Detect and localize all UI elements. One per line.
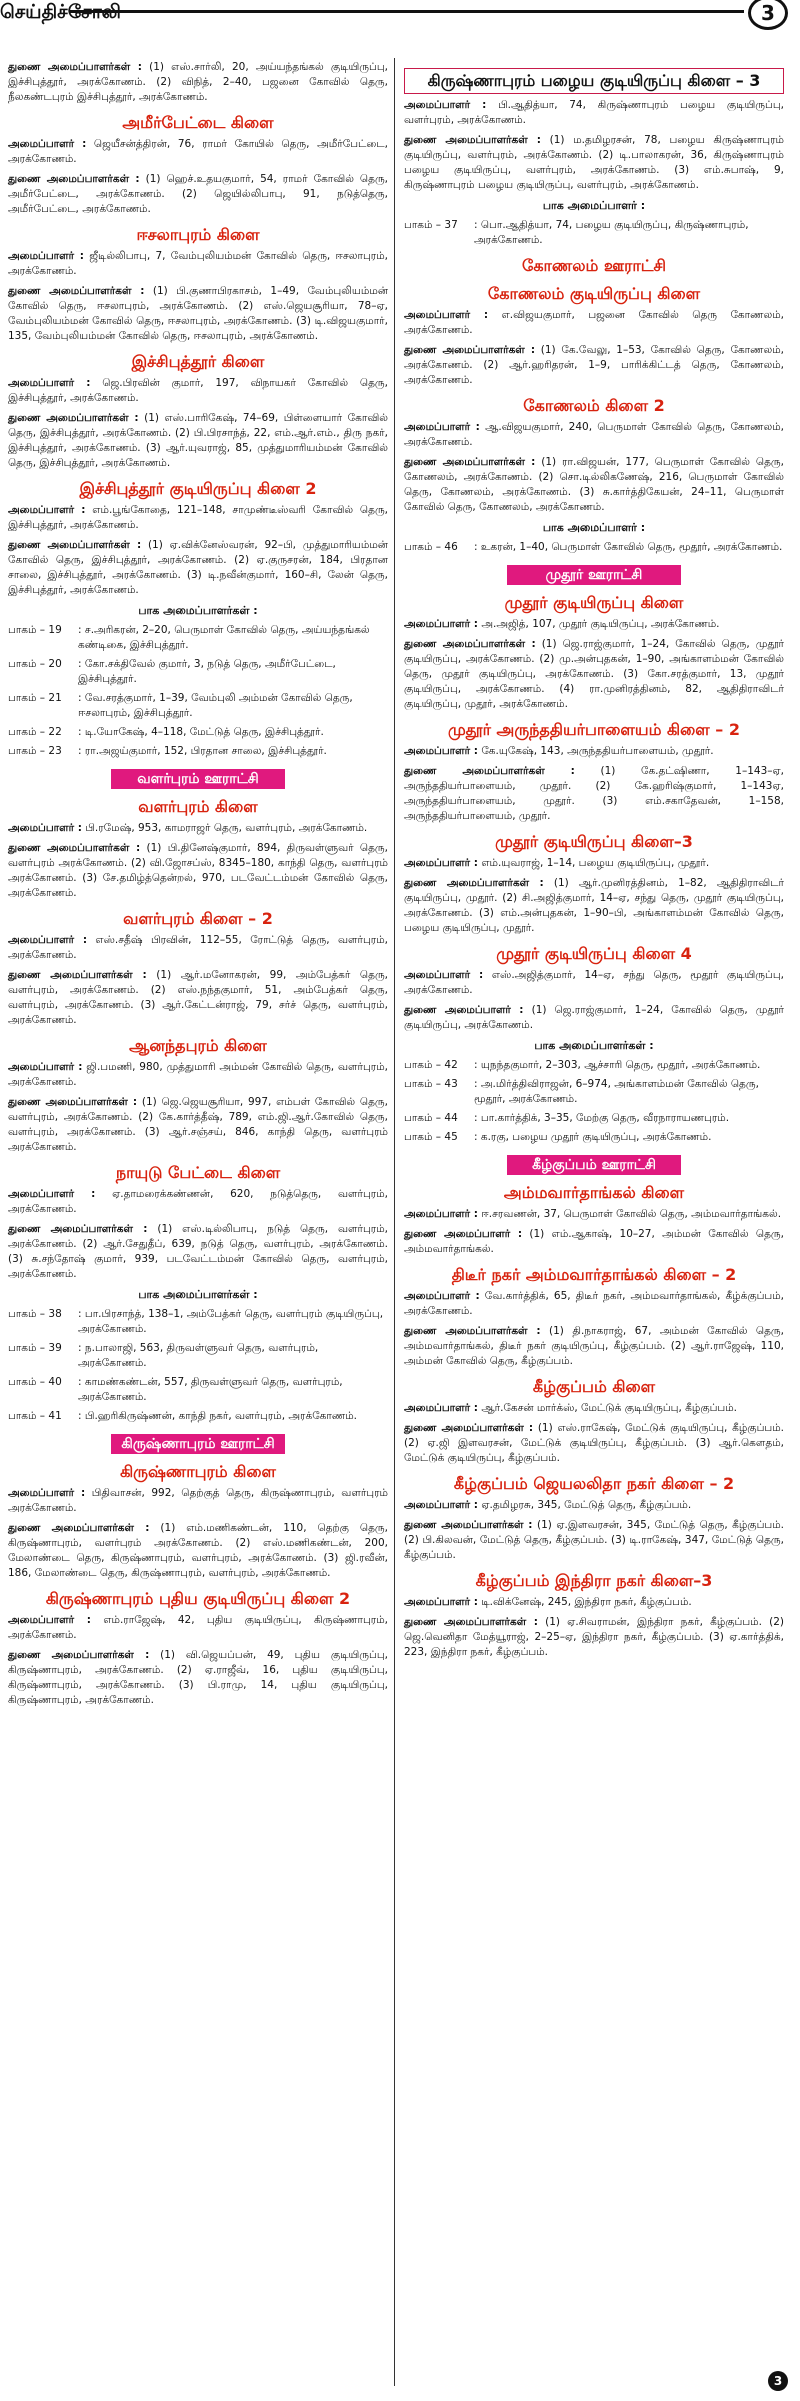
part-number: பாகம் – 40	[8, 1376, 62, 1388]
organizer-entry	[404, 1289, 784, 1319]
section-heading: முதூர் குடியிருப்பு கிளை–3	[495, 832, 693, 851]
organizer-entry	[404, 1324, 784, 1369]
organizer-entry	[404, 1498, 784, 1513]
section-heading: முதூர் அருந்ததியர்பாளையம் கிளை – 2	[447, 720, 740, 739]
organizer-entry	[404, 856, 784, 871]
part-organizer-row	[8, 657, 388, 687]
organizer-entry	[404, 455, 784, 515]
section-heading: அமீர்பேட்டை கிளை	[122, 113, 274, 132]
section-heading: இச்சிபுத்தூர் குடியிருப்பு கிளை 2	[79, 479, 317, 498]
column-divider	[394, 58, 395, 2386]
organizer-entry	[8, 60, 388, 105]
part-organizer-text: : க.ரகு, பழைய முதூர் குடியிருப்பு, அரக்கோணம்.	[474, 1131, 712, 1143]
entry-label: துணை அமைப்பாளர்கள் :	[404, 344, 536, 356]
part-organizer-row	[8, 744, 388, 759]
panchayat-band: முதூர் ஊராட்சி	[507, 565, 681, 585]
entry-label: அமைப்பாளர் :	[8, 1614, 91, 1626]
part-number: பாகம் – 45	[404, 1131, 458, 1143]
entry-text: (1) ஹெச்.உதயகுமார், 54, ராமர் கோவில் தெரு, அமீர்பேட்டை, அரக்கோணம். (2) ஜெயில்லிபாபு, 91, நடுத்தெரு, அமீர்பேட்டை, அரக்கோணம்.	[8, 173, 389, 215]
part-organizer-row	[404, 1077, 784, 1107]
entry-text: அ.அஜித், 107, முதூர் குடியிருப்பு, அரக்கோணம்.	[481, 618, 720, 630]
entry-text: கே.யுகேஷ், 143, அருந்ததியர்பாளையம், முதூர்.	[481, 745, 714, 757]
entry-label: துணை அமைப்பாளர் :	[404, 1004, 524, 1016]
entry-text: (1) எம்.மணிகண்டன், 110, தெற்கு தெரு, கிருஷ்ணாபுரம், வளர்புரம் அரக்கோணம். (2) எஸ்.மணிகண்டன், 200, மேலாண்டை தெரு, கிருஷ்ணாபுரம், வளர்புரம், அரக்கோணம். (3) ஜி.ரவீன், 186, மேலாண்டை தெரு, கிருஷ்ணாபுரம், வளர்புரம், அரக்கோணம்.	[8, 1522, 388, 1579]
part-organizer-text: : பி.ஹரிகிருஷ்ணன், காந்தி நகர், வளர்புரம், அரக்கோணம்.	[78, 1410, 357, 1422]
part-organizer-row	[8, 623, 388, 653]
entry-label: அமைப்பாளர் :	[8, 250, 84, 262]
entry-text: வே.கார்த்திக், 65, திடீர் நகர், அம்மவார்தாங்கல், கீழ்க்குப்பம், அரக்கோணம்.	[404, 1290, 785, 1317]
organizer-entry	[404, 98, 784, 128]
entry-text: (1) ஜெ.ராஜ்குமார், 1–24, கோவில் தெரு, முதூர் குடியிருப்பு, அரக்கோணம்.	[404, 1004, 785, 1031]
entry-label: அமைப்பாளர் :	[8, 1487, 86, 1499]
entry-label: அமைப்பாளர் :	[8, 138, 87, 150]
panchayat-band: கீழ்குப்பம் ஊராட்சி	[507, 1155, 681, 1175]
entry-label: துணை அமைப்பாளர்கள் :	[404, 765, 575, 777]
entry-text: (1) பி.குணாபிரகாசம், 1–49, வேம்புலியம்மன் கோவில் தெரு, ஈசலாபுரம், அரக்கோணம். (2) எஸ்.ஜெயசூரியா, 78–ஏ, வேம்புலியம்மன் கோவில் தெரு, ஈசலாபுரம், அரக்கோணம். (3) டி.விஜயகுமார், 135, வேம்புலியம்மன் கோவில் தெரு, ஈசலாபுரம், அரக்கோணம்.	[8, 285, 388, 342]
organizer-entry	[8, 172, 388, 217]
part-number: பாகம் – 41	[8, 1410, 62, 1422]
entry-text: (1) கே.வேலு, 1–53, கோவில் தெரு, கோணலம், அரக்கோணம். (2) ஆர்.ஹரிதரன், 1–9, பாரிக்கிட்டத் தெரு, கோணலம், அரக்கோணம்.	[404, 344, 785, 386]
part-number: பாகம் – 38	[8, 1308, 62, 1320]
entry-text: (1) ரா.விஜயன், 177, பெருமாள் கோவில் தெரு, கோணலம், அரக்கோணம். (2) சொ.டில்லிகணேஷ், 216, பெருமாள் கோவில் தெரு, கோணலம், அரக்கோணம். (3) சு.கார்த்திகேயன், 24–11, பெருமாள் கோவில் தெரு, கோணலம், அரக்கோணம்.	[404, 456, 784, 513]
part-organizers-heading: பாக அமைப்பாளர்கள் :	[138, 1288, 258, 1301]
part-organizer-text: : உகரன், 1–40, பெருமாள் கோவில் தெரு, மூதூர், அரக்கோணம்.	[474, 541, 783, 553]
entry-label: துணை அமைப்பாளர்கள் :	[8, 285, 145, 297]
panchayat-band: கிருஷ்ணாபுரம் ஊராட்சி	[111, 1434, 285, 1454]
part-organizer-row	[8, 725, 388, 740]
entry-text: எ.விஜயகுமார், பஜனை கோவில் தெரு கோணலம், அரக்கோணம்.	[404, 309, 784, 336]
entry-label: துணை அமைப்பாளர்கள் :	[8, 1096, 138, 1108]
header-rule	[70, 10, 744, 13]
section-heading: அம்மவார்தாங்கல் கிளை	[503, 1183, 685, 1202]
part-organizer-text: : பொ.ஆதித்யா, 74, பழைய குடியிருப்பு, கிருஷ்ணாபுரம், அரக்கோணம்.	[474, 219, 749, 246]
part-organizer-row	[8, 1375, 388, 1405]
entry-label: அமைப்பாளர் :	[404, 1208, 478, 1220]
organizer-entry	[8, 821, 388, 836]
entry-label: அமைப்பாளர் :	[404, 857, 478, 869]
part-number: பாகம் – 43	[404, 1078, 458, 1090]
organizer-entry	[8, 1187, 388, 1217]
section-heading: திடீர் நகர் அம்மவார்தாங்கல் கிளை – 2	[451, 1265, 737, 1284]
part-organizer-row	[404, 1130, 784, 1145]
organizer-entry	[404, 343, 784, 388]
entry-label: துணை அமைப்பாளர்கள் :	[404, 1422, 534, 1434]
entry-label: துணை அமைப்பாளர்கள் :	[8, 412, 139, 424]
page-header	[0, 0, 800, 28]
section-heading: ஈசலாபுரம் கிளை	[136, 225, 260, 244]
entry-text: (1) ஆர்.முனிரத்தினம், 1–82, ஆதிதிராவிடர் குடியிருப்பு, முதூர். (2) சி.அஜித்குமார், 14–ஏ, சந்து தெரு, முதூர் குடியிருப்பு, அரக்கோணம். (3) எம்.அன்புதகன், 1–90–பி, அங்காளம்மன் கோவில் தெரு, பழைய குடியிருப்பு, முதூர்.	[404, 877, 785, 934]
part-number: பாகம் – 37	[404, 219, 458, 231]
part-organizer-text: : பா.பிரசாந்த், 138–1, அம்பேத்கர் தெரு, வளர்புரம் குடியிருப்பு, அரக்கோணம்.	[78, 1308, 384, 1335]
part-organizers-heading: பாக அமைப்பாளர்கள் :	[138, 604, 258, 617]
entry-label: துணை அமைப்பாளர்கள் :	[8, 1522, 150, 1534]
entry-text: (1) எஸ்.சார்லி, 20, அய்யந்தங்கல் குடியிருப்பு, இச்சிபுத்தூர், அரக்கோணம். (2) விநித், 2–40, பஜனை கோவில் தெரு, நீலகண்டபுரம் இச்சிபுத்தூர், அரக்கோணம்.	[8, 61, 389, 103]
section-heading: முதூர் குடியிருப்பு கிளை 4	[496, 944, 692, 963]
organizer-entry	[8, 1060, 388, 1090]
entry-text: பிதிவாசன், 992, தெற்குத் தெரு, கிருஷ்ணாபுரம், வளர்புரம் அரக்கோணம்.	[8, 1487, 388, 1514]
entry-text: டி.விக்னேஷ், 245, இந்திரா நகர், கீழ்குப்பம்.	[481, 1596, 692, 1608]
organizer-entry	[8, 503, 388, 533]
part-organizers-heading: பாக அமைப்பாளர் :	[542, 199, 646, 212]
part-number: பாகம் – 44	[404, 1112, 458, 1124]
entry-text: ஜி.பமணி, 980, முத்துமாரி அம்மன் கோவில் தெரு, வளர்புரம், அரக்கோணம்.	[8, 1061, 388, 1088]
entry-text: (1) ம.தமிழரசன், 78, பழைய கிருஷ்ணாபுரம் குடியிருப்பு, வளர்புரம், அரக்கோணம். (2) டி.பாலாகரன், 36, கிருஷ்ணாபுரம் பழைய குடியிருப்பு, வளர்புரம், அரக்கோணம். (3) எம்.சுபாஷ், 9, கிருஷ்ணாபுரம் பழைய குடியிருப்பு, வளர்புரம், அரக்கோணம்.	[404, 134, 784, 191]
part-number: பாகம் – 22	[8, 726, 62, 738]
entry-text: (1) எம்.ஆகாஷ், 10–27, அம்மன் கோவில் தெரு, அம்மவார்தாங்கல்.	[404, 1228, 784, 1255]
organizer-entry	[8, 284, 388, 344]
organizer-entry	[404, 617, 784, 632]
entry-label: அமைப்பாளர் :	[404, 969, 484, 981]
entry-label: துணை அமைப்பாளர்கள் :	[404, 1325, 541, 1337]
part-number: பாகம் – 23	[8, 745, 62, 757]
section-heading: கீழ்குப்பம் இந்திரா நகர் கிளை–3	[475, 1571, 713, 1590]
section-heading: நாயுடு பேட்டை கிளை	[115, 1163, 281, 1182]
part-organizer-text: : ரா.அஜய்குமார், 152, பிரதான சாலை, இச்சிபுத்தூர்.	[78, 745, 327, 757]
panchayat-band: வளர்புரம் ஊராட்சி	[111, 769, 285, 789]
part-number: பாகம் – 21	[8, 692, 62, 704]
part-organizer-text: : யுநந்தகுமார், 2–303, ஆச்சாரி தெரு, மூதூர், அரக்கோணம்.	[474, 1059, 761, 1071]
entry-label: அமைப்பாளர் :	[404, 1402, 478, 1414]
part-number: பாகம் – 39	[8, 1342, 62, 1354]
entry-text: (1) கே.தட்ஷிணா, 1–143–ஏ, அருந்ததியர்பாளையம், முதூர். (2) கே.ஹரிஷ்குமார், 1–143ஏ, அருந்ததியர்பாளையம், முதூர். (3) எம்.சகாதேவன், 1–158, அருந்ததியர்பாளையம், முதூர்.	[404, 765, 785, 822]
entry-text: (1) பி.தினேஷ்குமார், 894, திருவள்ளுவர் தெரு, வளர்புரம் அரக்கோணம். (2) வி.ஜோசப்ஸ், 8345–180, காந்தி தெரு, வளர்புரம் அரக்கோணம். (3) சே.தமிழ்த்தென்றல், 970, படவேட்டம்மன் கோவில் தெரு, அரக்கோணம்.	[8, 842, 389, 899]
section-heading: கோணலம் ஊராட்சி	[521, 256, 667, 275]
part-organizer-text: : ச.அரிகரன், 2–20, பெருமாள் கோவில் தெரு, அய்யந்தங்கல் கண்டிகை, இச்சிபுத்தூர்.	[78, 624, 370, 651]
part-organizer-text: : டி.யோகேஷ், 4–118, மேட்டுத் தெரு, இச்சிபுத்தூர்.	[78, 726, 324, 738]
entry-label: துணை அமைப்பாளர்கள் :	[404, 456, 536, 468]
part-number: பாகம் – 46	[404, 541, 458, 553]
part-organizer-row	[404, 1111, 784, 1126]
entry-label: அமைப்பாளர் :	[8, 822, 82, 834]
entry-text: (1) ஜெ.ஜெயசூரியா, 997, எம்பள் கோவில் தெரு, வளர்புரம், அரக்கோணம். (2) கே.கார்த்தீஷ், 789, எம்.ஜி.ஆர்.கோவில் தெரு, வளர்புரம், அரக்கோணம். (3) ஆர்.சஞ்சய், 846, காந்தி தெரு, வளர்புரம் அரக்கோணம்.	[8, 1096, 389, 1153]
organizer-entry	[8, 1613, 388, 1643]
section-heading: வளர்புரம் கிளை	[138, 797, 258, 816]
entry-text: ஆர்.கேசன் மார்க்ஸ், மேட்டுக் குடியிருப்பு, கீழ்குப்பம்.	[481, 1402, 737, 1414]
part-organizer-row	[404, 218, 784, 248]
part-organizer-text: : அ.மிர்த்திவிராஜன், 6–974, அங்காளம்மன் கோவில் தெரு, மூதூர், அரக்கோணம்.	[474, 1078, 759, 1105]
organizer-entry	[8, 841, 388, 901]
organizer-entry	[8, 1222, 388, 1282]
entry-text: எம்.பூங்கோதை, 121–148, சாமுண்டீஸ்வரி கோவில் தெரு, இச்சிபுத்தூர், அரக்கோணம்.	[8, 504, 389, 531]
entry-label: அமைப்பாளர் :	[404, 1499, 478, 1511]
entry-text: (1) ஏ.விக்னேஸ்வரன், 92–பி, முத்துமாரியம்மன் கோவில் தெரு, இச்சிபுத்தூர், அரக்கோணம். (2) ஏ.குருசரன், 184, பிரதான சாலை, இச்சிபுத்தூர், அரக்கோணம். (3) டி.நவீன்குமார், 160–சி, லேன் தெரு, இச்சிபுத்தூர், அரக்கோணம்.	[8, 539, 388, 596]
organizer-entry	[8, 538, 388, 598]
part-organizer-text: : பா.கார்த்திக், 3–35, மேற்கு தெரு, வீரநாராயணபுரம்.	[474, 1112, 730, 1124]
entry-label: துணை அமைப்பாளர்கள் :	[404, 877, 544, 889]
entry-label: துணை அமைப்பாளர்கள் :	[8, 1649, 150, 1661]
entry-label: துணை அமைப்பாளர்கள் :	[8, 539, 142, 551]
organizer-entry	[404, 764, 784, 824]
entry-text: பி.ஆதித்யா, 74, கிருஷ்ணாபுரம் பழைய குடியிருப்பு, வளர்புரம், அரக்கோணம்.	[404, 99, 784, 126]
section-heading: ஆனந்தபுரம் கிளை	[129, 1036, 267, 1055]
entry-label: துணை அமைப்பாளர்கள் :	[8, 1223, 148, 1235]
part-number: பாகம் – 42	[404, 1059, 458, 1071]
entry-text: ஜெயீசன்த்திரன், 76, ராமர் கோயில் தெரு, அமீர்பேட்டை, அரக்கோணம்.	[8, 138, 389, 165]
organizer-entry	[404, 637, 784, 712]
entry-label: அமைப்பாளர் :	[404, 1596, 478, 1608]
organizer-entry	[404, 744, 784, 759]
part-organizer-row	[404, 540, 784, 555]
part-organizers-heading: பாக அமைப்பாளர்கள் :	[534, 1039, 654, 1052]
entry-text: ஜீடில்லிபாபு, 7, வேம்புலியம்மன் கோவில் தெரு, ஈசலாபுரம், அரக்கோணம்.	[8, 250, 388, 277]
section-heading: முதூர் குடியிருப்பு கிளை	[504, 593, 684, 612]
part-number: பாகம் – 19	[8, 624, 62, 636]
organizer-entry	[8, 249, 388, 279]
entry-text: எம்.யுவராஜ், 1–14, பழைய குடியிருப்பு, முதூர்.	[481, 857, 710, 869]
organizer-entry	[404, 1615, 784, 1660]
entry-label: அமைப்பாளர் :	[8, 1188, 96, 1200]
organizer-entry	[404, 1421, 784, 1466]
entry-label: அமைப்பாளர் :	[8, 377, 91, 389]
organizer-entry	[8, 376, 388, 406]
organizer-entry	[404, 1207, 784, 1222]
entry-label: அமைப்பாளர் :	[404, 99, 487, 111]
part-number: பாகம் – 20	[8, 658, 62, 670]
entry-text: (1) எஸ்.டில்லிபாபு, நடுத் தெரு, வளர்புரம், அரக்கோணம். (2) ஆர்.சேதுதீப், 639, நடுத் தெரு, வளர்புரம், அரக்கோணம். (3) சு.சந்தோஷ் குமார், 939, படவேட்டம்மன் கோவில் தெரு, வளர்புரம், அரக்கோணம்.	[8, 1223, 388, 1280]
part-organizer-row	[8, 691, 388, 721]
organizer-entry	[8, 411, 388, 471]
organizer-entry	[8, 1648, 388, 1708]
entry-text: எம்.ராஜேஷ், 42, புதிய குடியிருப்பு, கிருஷ்ணாபுரம், அரக்கோணம்.	[8, 1614, 389, 1641]
footer-page-number: 3	[768, 2371, 788, 2391]
section-heading: கீழ்குப்பம் கிளை	[532, 1377, 656, 1396]
organizer-entry	[8, 968, 388, 1028]
organizer-entry	[404, 1595, 784, 1610]
organizer-entry	[8, 1486, 388, 1516]
entry-label: துணை அமைப்பாளர்கள் :	[8, 61, 142, 73]
section-heading: கோணலம் கிளை 2	[523, 396, 665, 415]
entry-text: ஆ.விஜயகுமார், 240, பெருமாள் கோவில் தெரு, கோணலம், அரக்கோணம்.	[404, 421, 785, 448]
entry-label: துணை அமைப்பாளர்கள் :	[404, 134, 541, 146]
masthead-title: செய்திச்சோலி	[0, 1, 121, 23]
entry-text: ஏ.தாமரைக்கண்ணன், 620, நடுத்தெரு, வளர்புரம், அரக்கோணம்.	[8, 1188, 389, 1215]
entry-label: துணை அமைப்பாளர்கள் :	[8, 842, 141, 854]
part-organizer-text: : காமண்கண்டன், 557, திருவள்ளுவர் தெரு, வளர்புரம், அரக்கோணம்.	[78, 1376, 343, 1403]
entry-text: ஈ.சரவணன், 37, பெருமாள் கோவில் தெரு, அம்மவார்தாங்கல்.	[481, 1208, 782, 1220]
organizer-entry	[404, 420, 784, 450]
entry-label: துணை அமைப்பாளர் :	[404, 1228, 523, 1240]
entry-text: (1) ஏ.இளவரசன், 345, மேட்டுத் தெரு, கீழ்குப்பம். (2) பி.கிலவன், மேட்டுத் தெரு, கீழ்குப்பம். (3) டி.ராகேஷ், 347, மேட்டுத் தெரு, கீழ்குப்பம்.	[404, 1519, 784, 1561]
organizer-entry	[404, 1518, 784, 1563]
entry-label: அமைப்பாளர் :	[404, 745, 478, 757]
entry-label: அமைப்பாளர் :	[8, 934, 88, 946]
entry-label: துணை அமைப்பாளர்கள் :	[8, 969, 147, 981]
section-heading: கீழ்குப்பம் ஜெயலலிதா நகர் கிளை – 2	[453, 1474, 735, 1493]
organizer-entry	[404, 1227, 784, 1257]
part-organizer-text: : வே.சரத்குமார், 1–39, வேம்புலி அம்மன் கோவில் தெரு, ஈசலாபுரம், இச்சிபுத்தூர்.	[78, 692, 353, 719]
entry-text: எஸ்.சதீஷ் பிரவின், 112–55, ரோட்டுத் தெரு, வளர்புரம், அரக்கோணம்.	[8, 934, 388, 961]
entry-label: அமைப்பாளர் :	[404, 1290, 480, 1302]
entry-text: (1) எஸ்.பாரிகேஷ், 74–69, பிள்ளையார் கோவில் தெரு, இச்சிபுத்தூர், அரக்கோணம். (2) பி.பிரசாந்த், 22, எம்.ஆர்.எம்., திரு நகர், இச்சிபுத்தூர், அரக்கோணம். (3) ஆர்.யுவராஜ், 85, முத்துமாரியம்மன் கோவில் தெரு, இச்சிபுத்தூர், அரக்கோணம்.	[8, 412, 388, 469]
organizer-entry	[8, 1521, 388, 1581]
part-organizer-row	[8, 1409, 388, 1424]
entry-label: அமைப்பாளர் :	[404, 618, 478, 630]
organizer-entry	[404, 1401, 784, 1416]
entry-text: (1) வி.ஜெயப்பன், 49, புதிய குடியிருப்பு, கிருஷ்ணாபுரம், அரக்கோணம். (2) ஏ.ராஜீவ், 16, புதிய குடியிருப்பு, கிருஷ்ணாபுரம், அரக்கோணம். (3) பி.ராமு, 14, புதிய குடியிருப்பு, கிருஷ்ணாபுரம், அரக்கோணம்.	[8, 1649, 388, 1706]
part-organizer-text: : ந.பாலாஜி, 563, திருவள்ளுவர் தெரு, வளர்புரம், அரக்கோணம்.	[78, 1342, 319, 1369]
organizer-entry	[8, 1095, 388, 1155]
section-heading: கோணலம் குடியிருப்பு கிளை	[487, 284, 701, 303]
organizer-entry	[404, 1003, 784, 1033]
section-heading: வளர்புரம் கிளை – 2	[123, 909, 273, 928]
section-heading: கிருஷ்ணாபுரம் புதிய குடியிருப்பு கிளை 2	[45, 1589, 351, 1608]
left-column	[8, 60, 388, 1713]
part-organizer-row	[8, 1341, 388, 1371]
entry-text: ஜெ.பிரவின் குமார், 197, விநாயகர் கோவில் தெரு, இச்சிபுத்தூர், அரக்கோணம்.	[8, 377, 388, 404]
organizer-entry	[8, 137, 388, 167]
organizer-entry	[404, 133, 784, 193]
organizer-entry	[404, 308, 784, 338]
section-heading: இச்சிபுத்தூர் கிளை	[131, 352, 265, 371]
entry-label: துணை அமைப்பாளர்கள் :	[404, 1519, 533, 1531]
entry-text: (1) ஏ.சிவராமன், இந்திரா நகர், கீழ்குப்பம். (2) ஜெ.வெனிதா மேத்யூராஜ், 2–25–ஏ, இந்திரா நகர், கீழ்குப்பம். (3) ஏ.கார்த்திக், 223, இந்திரா நகர், கீழ்குப்பம்.	[404, 1616, 785, 1658]
entry-label: அமைப்பாளர் :	[8, 504, 86, 516]
right-column	[404, 60, 784, 1665]
entry-text: (1) தி.நாகராஜ், 67, அம்மன் கோவில் தெரு, அம்மவார்தாங்கல், திடீர் நகர் குடியிருப்பு, கீழ்குப்பம். (2) ஆர்.ராஜேஷ், 110, அம்மன் கோவில் தெரு, கீழ்குப்பம்.	[404, 1325, 784, 1367]
entry-text: எஸ்.அஜித்குமார், 14–ஏ, சந்து தெரு, மூதூர் குடியிருப்பு, அரக்கோணம்.	[404, 969, 785, 996]
entry-label: துணை அமைப்பாளர்கள் :	[404, 1616, 538, 1628]
part-organizer-row	[8, 1307, 388, 1337]
organizer-entry	[8, 933, 388, 963]
entry-text: (1) ஆர்.மனோகரன், 99, அம்பேத்கர் தெரு, வளர்புரம், அரக்கோணம். (2) எஸ்.நந்தகுமார், 51, அம்பேத்கர் தெரு, வளர்புரம், அரக்கோணம். (3) ஆர்.கேட்டன்ராஜ், 79, சர்ச் தெரு, வளர்புரம், அரக்கோணம்.	[8, 969, 389, 1026]
entry-label: அமைப்பாளர் :	[404, 309, 489, 321]
entry-text: பி.ரமேஷ், 953, காமராஜர் தெரு, வளர்புரம், அரக்கோணம்.	[85, 822, 368, 834]
entry-label: அமைப்பாளர் :	[404, 421, 480, 433]
organizer-entry	[404, 876, 784, 936]
entry-label: துணை அமைப்பாளர்கள் :	[404, 638, 536, 650]
part-organizers-heading: பாக அமைப்பாளர் :	[542, 521, 646, 534]
page-number-badge: 3	[748, 0, 788, 30]
entry-text: ஏ.தமிழரசு, 345, மேட்டுத் தெரு, கீழ்குப்பம்.	[481, 1499, 692, 1511]
entry-label: அமைப்பாளர் :	[8, 1061, 83, 1073]
part-organizer-row	[404, 1058, 784, 1073]
section-heading: கிருஷ்ணாபுரம் கிளை	[120, 1462, 276, 1481]
entry-label: துணை அமைப்பாளர்கள் :	[8, 173, 140, 185]
part-organizer-text: : கோ.சக்திவேல் குமார், 3, நடுத் தெரு, அமீர்பேட்டை, இச்சிபுத்தூர்.	[78, 658, 336, 685]
entry-text: (1) எஸ்.ராகேஷ், மேட்டுக் குடியிருப்பு, கீழ்குப்பம். (2) ஏ.ஜி இளவரசன், மேட்டுக் குடியிருப்பு, கீழ்குப்பம். (3) ஆர்.கௌதம், மேட்டுக் குடியிருப்பு, கீழ்குப்பம்.	[404, 1422, 784, 1464]
section-heading: கிருஷ்ணாபுரம் பழைய குடியிருப்பு கிளை – 3	[404, 68, 784, 94]
entry-text: (1) ஜெ.ராஜ்குமார், 1–24, கோவில் தெரு, முதூர் குடியிருப்பு, அரக்கோணம். (2) மு.அன்புதகன், 1–90, அங்காளம்மன் கோவில் தெரு, முதூர் குடியிருப்பு, அரக்கோணம். (3) கோ.சரத்குமார், 13, முதூர் குடியிருப்பு, அரக்கோணம். (4) ரா.முனிரத்தினம், 82, ஆதிதிராவிடர் குடியிருப்பு, முதூர், அரக்கோணம்.	[404, 638, 784, 710]
organizer-entry	[404, 968, 784, 998]
